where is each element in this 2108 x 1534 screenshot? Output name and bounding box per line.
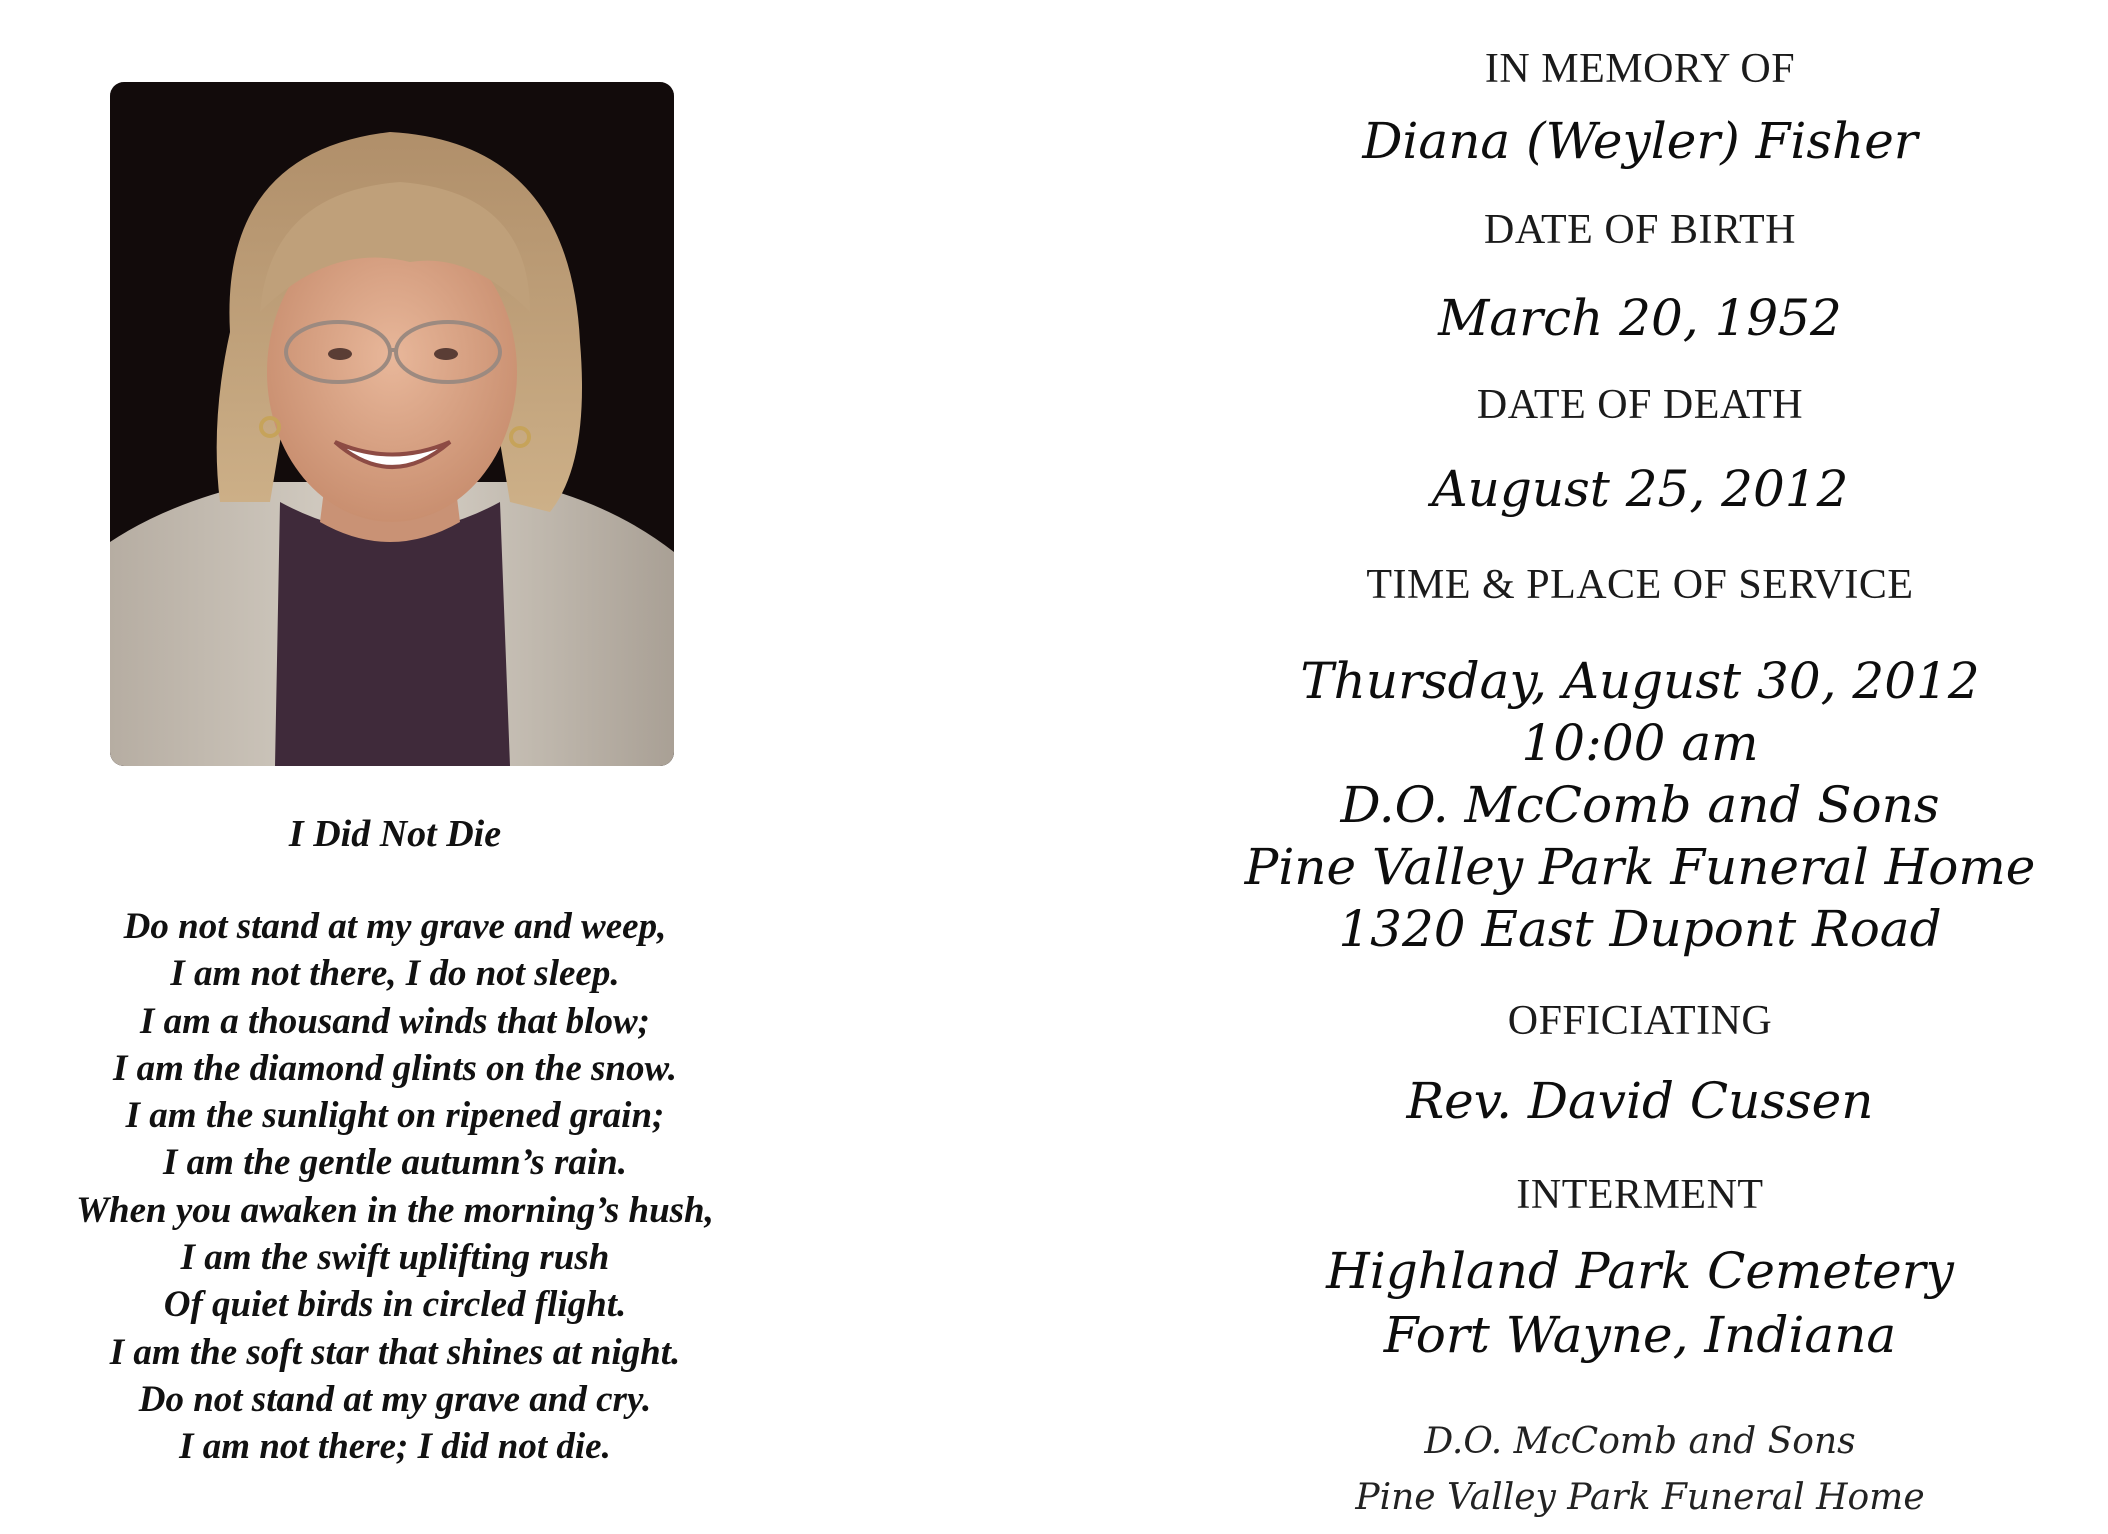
portrait-illustration — [110, 82, 674, 766]
poem-line: I am the diamond glints on the snow. — [112, 1047, 678, 1089]
service-home-name: D.O. McComb and Sons — [1340, 776, 1940, 834]
poem-line: I am not there, I do not sleep. — [170, 953, 620, 995]
service-address: 1320 East Dupont Road — [1338, 900, 1942, 958]
poem-title: I Did Not Die — [288, 813, 502, 855]
footer-home-name: D.O. McComb and Sons — [1424, 1421, 1856, 1462]
interment-cemetery: Highland Park Cemetery — [1326, 1242, 1954, 1300]
footer-home: Pine Valley Park Funeral Home — [1355, 1477, 1925, 1518]
poem-line: Do not stand at my grave and cry. — [138, 1378, 652, 1420]
service-label: TIME & PLACE OF SERVICE — [1366, 562, 1914, 608]
interment-location: Fort Wayne, Indiana — [1383, 1306, 1897, 1364]
officiating-label: OFFICIATING — [1507, 998, 1773, 1044]
memorial-details — [1200, 0, 2080, 1534]
poem-line: When you awaken in the morning’s hush, — [76, 1189, 714, 1231]
poem-line: I am not there; I did not die. — [179, 1426, 611, 1468]
deceased-name: Diana (Weyler) Fisher — [1362, 112, 1918, 170]
officiant-name: Rev. David Cussen — [1406, 1072, 1874, 1130]
poem-line: I am the sunlight on ripened grain; — [125, 1095, 665, 1137]
dob-value: March 20, 1952 — [1438, 289, 1842, 347]
service-date: Thursday, August 30, 2012 — [1300, 652, 1980, 710]
interment-label: INTERMENT — [1516, 1172, 1764, 1218]
service-time: 10:00 am — [1521, 714, 1759, 772]
portrait-photo — [110, 82, 674, 766]
poem-line: I am a thousand winds that blow; — [140, 1000, 650, 1042]
dod-label: DATE OF DEATH — [1476, 382, 1804, 428]
poem-line: Of quiet birds in circled flight. — [163, 1284, 627, 1326]
dod-value: August 25, 2012 — [1431, 460, 1849, 518]
in-memory-label: IN MEMORY OF — [1484, 46, 1796, 92]
dob-label: DATE OF BIRTH — [1484, 207, 1796, 253]
poem-body — [20, 903, 770, 1471]
poem-line: I am the soft star that shines at night. — [109, 1331, 681, 1373]
poem-line: I am the gentle autumn’s rain. — [163, 1142, 627, 1184]
service-home: Pine Valley Park Funeral Home — [1244, 838, 2036, 896]
poem-line: Do not stand at my grave and weep, — [123, 906, 667, 947]
poem-line: I am the swift uplifting rush — [180, 1237, 610, 1279]
